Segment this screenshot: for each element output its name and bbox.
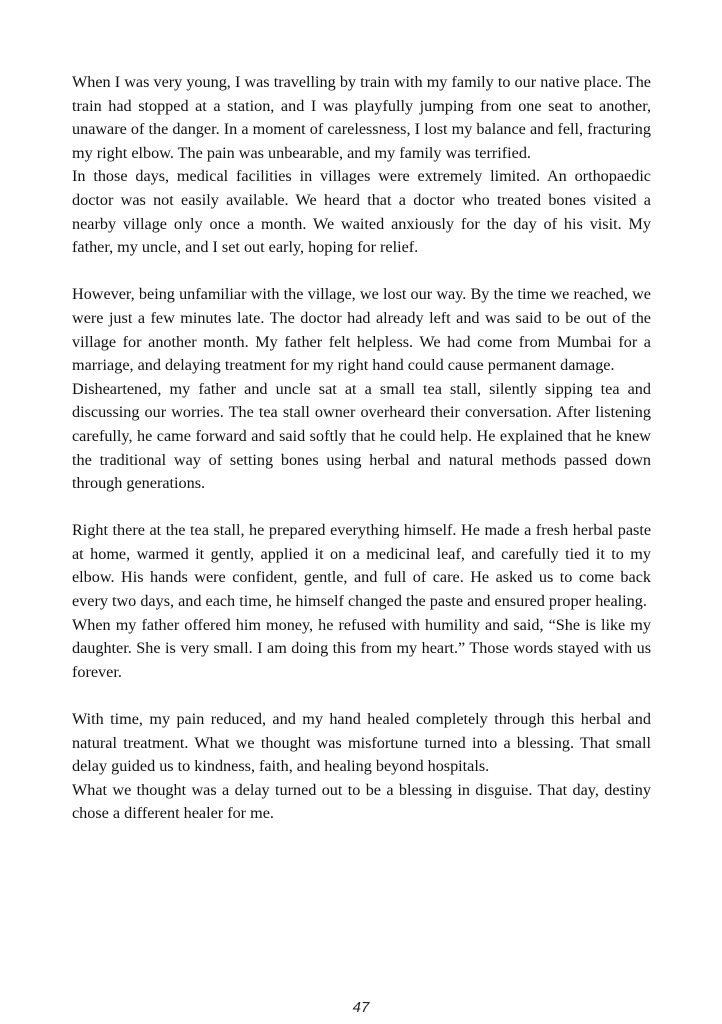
paragraph-gap (72, 496, 651, 520)
page-body (72, 71, 651, 826)
paragraph-3: However, being unfamiliar with the village, we lost our way. By the time we reached, we were just a few minutes late. The doctor had already left and was said to be out of the village for another month. My father felt helpless. We had come from Mumbai for a marriage, and delaying treatment for my right hand could cause permanent damage. (72, 285, 651, 375)
paragraph-6: When my father offered him money, he refused with humility and said, “She is like my daughter. She is very small. I am doing this from my heart.” Those words stayed with us forever. (72, 615, 651, 681)
page-number: 47 (352, 999, 370, 1016)
paragraph-5: Right there at the tea stall, he prepared everything himself. He made a fresh herbal paste at home, warmed it gently, applied it on a medicinal leaf, and carefully tied it to my elbow. His hands were confident, gentle, and full of care. He asked us to come back every two days, and each time, he himself changed the paste and ensured proper healing. (72, 521, 651, 611)
paragraph-gap (72, 684, 651, 708)
paragraph-1: When I was very young, I was travelling by train with my family to our native place. The train had stopped at a station, and I was playfully jumping from one seat to another, unaware of the danger. In a moment of carelessness, I lost my balance and fell, fracturing my right elbow. The pain was unbearable, and my family was terrified. (72, 73, 651, 162)
paragraph-4: Disheartened, my father and uncle sat at a small tea stall, silently sipping tea and discussing our worries. The tea stall owner overheard their conversation. After listening carefully, he came forward and said softly that he could help. He explained that he knew the traditional way of setting bones using herbal and natural methods passed down through generations. (72, 379, 651, 493)
paragraph-8: What we thought was a delay turned out to be a blessing in disguise. That day, destiny chose a different healer for me. (72, 780, 651, 823)
paragraph-2: In those days, medical facilities in villages were extremely limited. An orthopaedic doctor was not easily available. We heard that a doctor who treated bones visited a nearby village only once a month. We waited anxiously for the day of his visit. My father, my uncle, and I set out early, hoping for relief. (72, 167, 651, 257)
paragraph-7: With time, my pain reduced, and my hand healed completely through this herbal and natural treatment. What we thought was misfortune turned into a blessing. That small delay guided us to kindness, faith, and healing beyond hospitals. (72, 710, 651, 776)
paragraph-gap (72, 260, 651, 284)
